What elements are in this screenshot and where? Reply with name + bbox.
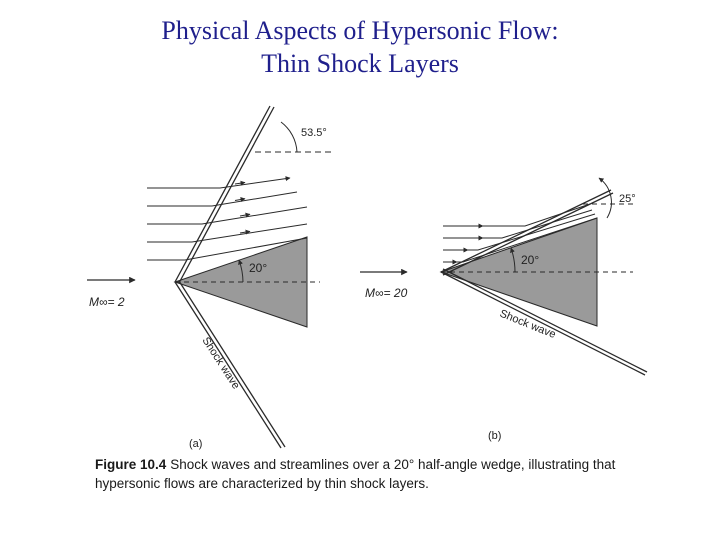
panel-a — [87, 106, 335, 450]
shock-a-angle-arc — [281, 122, 297, 152]
slide-title-line-2: Thin Shock Layers — [261, 49, 459, 78]
panel-b-label: (b) — [488, 430, 502, 442]
wedge-b-angle-label: 20° — [521, 253, 540, 267]
mach-label-a: M∞= 2 — [89, 295, 125, 309]
panel-b — [360, 178, 647, 442]
shock-b-angle-label: 25° — [619, 193, 636, 205]
shock-label-a: Shock wave — [199, 335, 242, 392]
slide-title — [0, 14, 720, 80]
figure-caption-number: Figure 10.4 — [95, 457, 167, 472]
shock-a-angle-label: 53.5° — [301, 127, 327, 139]
mach-label-b: M∞= 20 — [365, 286, 408, 300]
shock-b-angle-arc — [599, 178, 611, 218]
shock-label-b: Shock wave — [497, 307, 558, 342]
figure-caption-text: Shock waves and streamlines over a 20° half-angle wedge, illustrating that hypersonic flows are characterized by thin shock layers. — [95, 457, 616, 491]
wedge-a-angle-label: 20° — [249, 261, 268, 275]
panel-a-label: (a) — [189, 438, 203, 450]
figure-caption — [95, 455, 655, 493]
slide-title-line-1: Physical Aspects of Hypersonic Flow: — [161, 16, 559, 45]
